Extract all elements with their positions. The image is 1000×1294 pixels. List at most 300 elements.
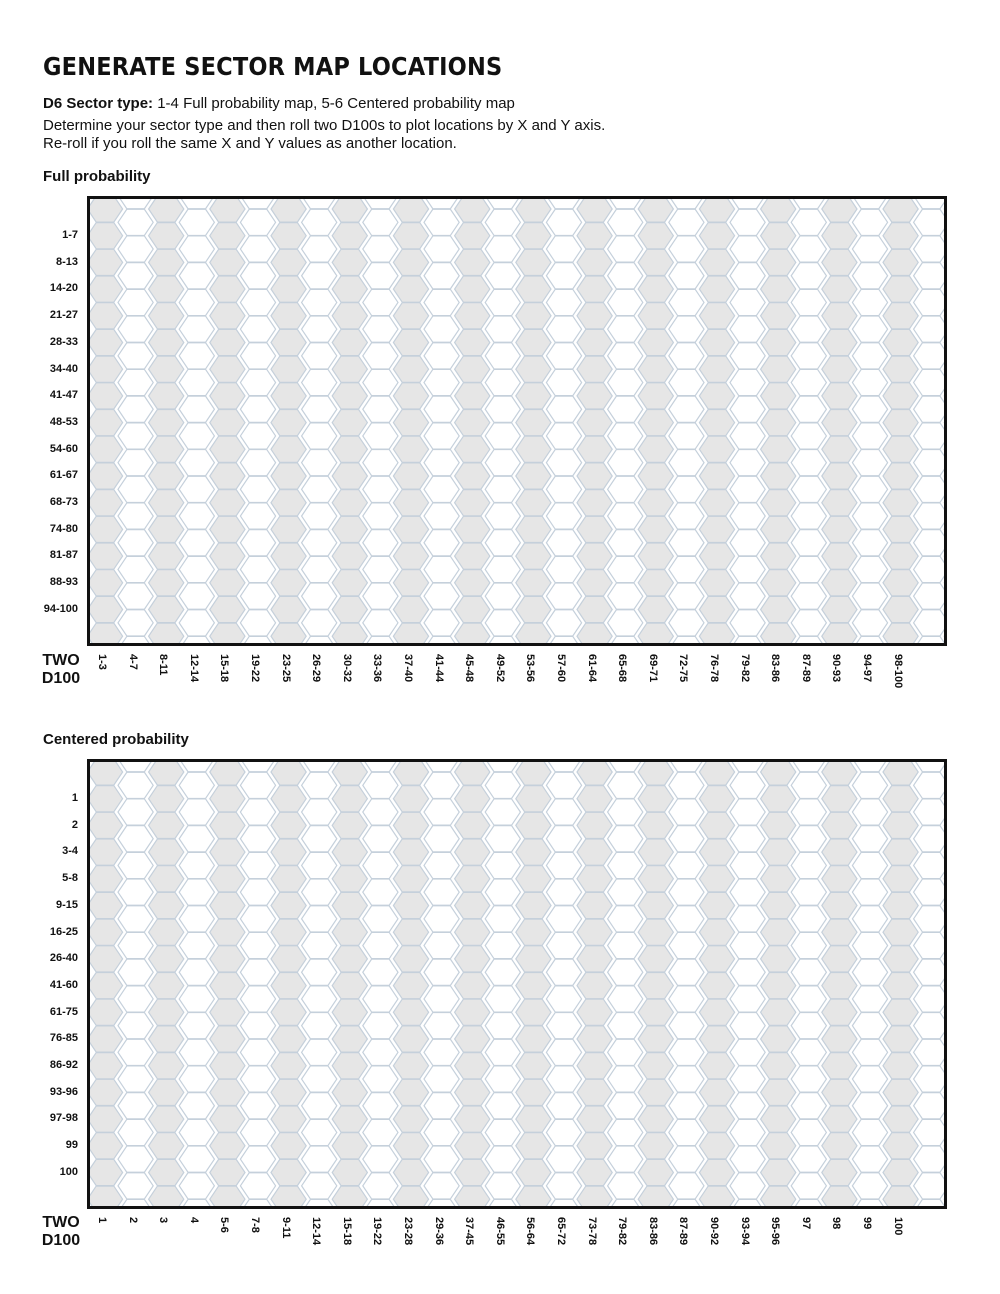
hex-cell xyxy=(240,1199,275,1209)
hex-cell xyxy=(90,543,123,569)
hex-cell xyxy=(90,623,123,646)
hex-cell xyxy=(791,636,826,646)
hex-cell xyxy=(699,1133,734,1159)
hex-cell xyxy=(791,852,826,878)
y-axis-label: 41-60 xyxy=(49,978,78,991)
hex-cell xyxy=(149,543,184,569)
hex-cell xyxy=(393,436,428,462)
y-axis-label: 14-20 xyxy=(49,282,78,295)
hex-cell xyxy=(516,570,551,596)
hex-cell xyxy=(363,1093,398,1119)
y-axis-label: 54-60 xyxy=(49,442,78,455)
hex-cell xyxy=(240,762,275,772)
hex-cell xyxy=(516,972,551,998)
hex-cell xyxy=(852,906,887,932)
hex-cell xyxy=(546,1119,581,1145)
hex-cell xyxy=(118,772,153,798)
hex-cell xyxy=(822,786,857,812)
hex-cell xyxy=(118,986,153,1012)
hex-cell xyxy=(914,423,947,449)
hex-cell xyxy=(455,1133,490,1159)
hex-cell xyxy=(791,879,826,905)
hex-cell xyxy=(363,343,398,369)
hex-cell xyxy=(485,503,520,529)
x-axis-label: 94-97 xyxy=(861,654,873,683)
hex-cell xyxy=(179,343,214,369)
hex-cell xyxy=(302,852,337,878)
hex-cell xyxy=(883,812,918,838)
hex-cell xyxy=(393,199,428,222)
hex-cell xyxy=(271,543,306,569)
hex-cell xyxy=(699,1079,734,1105)
hex-cell xyxy=(149,329,184,355)
hex-cell xyxy=(577,946,612,972)
dice-label-centered xyxy=(38,1214,84,1250)
x-axis-label: 90-93 xyxy=(830,654,843,683)
hex-cell xyxy=(516,516,551,542)
hex-cell xyxy=(699,999,734,1025)
hex-cell xyxy=(485,209,520,235)
hex-cell xyxy=(271,329,306,355)
hex-cell xyxy=(914,450,947,476)
hex-cell xyxy=(210,543,245,569)
hex-cell xyxy=(608,772,643,798)
hex-cell xyxy=(210,303,245,329)
hex-cell xyxy=(914,636,947,646)
hex-cell xyxy=(944,409,947,435)
hex-cell xyxy=(791,316,826,342)
hex-cell xyxy=(883,892,918,918)
hex-cell xyxy=(577,1053,612,1079)
hex-cell xyxy=(149,570,184,596)
hex-cell xyxy=(271,892,306,918)
hex-cell xyxy=(761,249,796,275)
hex-cell xyxy=(669,1066,704,1092)
dice-label-line1: TWO xyxy=(42,652,80,669)
hex-cell xyxy=(424,530,459,556)
x-axis-label: 5-6 xyxy=(218,1217,231,1233)
x-axis-label: 23-25 xyxy=(279,654,292,683)
hex-cell xyxy=(302,1013,337,1039)
hex-cell xyxy=(455,409,490,435)
hex-cell xyxy=(669,556,704,582)
hex-cell xyxy=(791,1199,826,1209)
hex-cell xyxy=(638,409,673,435)
hex-cell xyxy=(546,879,581,905)
hex-cell xyxy=(363,423,398,449)
dice-label-line2: D100 xyxy=(41,670,81,687)
hex-cell xyxy=(730,423,765,449)
hex-cell xyxy=(363,476,398,502)
hex-cell xyxy=(608,906,643,932)
hex-cell xyxy=(883,570,918,596)
hex-cell xyxy=(914,530,947,556)
hex-cell xyxy=(516,543,551,569)
x-axis-label: 65-68 xyxy=(616,654,629,683)
hex-cell xyxy=(393,490,428,516)
hex-cell xyxy=(363,959,398,985)
hex-cell xyxy=(393,866,428,892)
instructions-line-2: Re-roll if you roll the same X and Y values as another location. xyxy=(43,135,457,152)
hex-cell xyxy=(455,383,490,409)
x-axis-label: 12-14 xyxy=(187,654,200,683)
hex-cell xyxy=(761,276,796,302)
hex-cell xyxy=(363,396,398,422)
hex-cell xyxy=(393,329,428,355)
hex-cell xyxy=(822,383,857,409)
hex-cell xyxy=(914,826,947,852)
hex-cell xyxy=(332,812,367,838)
hex-cell xyxy=(761,383,796,409)
hex-cell xyxy=(791,799,826,825)
hex-cell xyxy=(118,852,153,878)
hex-cell xyxy=(332,972,367,998)
hex-cell xyxy=(608,1013,643,1039)
hex-cell xyxy=(852,959,887,985)
hex-cell xyxy=(332,623,367,646)
hex-cell xyxy=(516,1159,551,1185)
hex-cell xyxy=(332,786,367,812)
hex-cell xyxy=(179,1119,214,1145)
hex-cell xyxy=(914,1039,947,1065)
hex-cell xyxy=(516,1026,551,1052)
hex-cell xyxy=(485,932,520,958)
hex-cell xyxy=(638,1053,673,1079)
hex-cell xyxy=(485,556,520,582)
hex-cell xyxy=(638,199,673,222)
hex-cell xyxy=(90,596,123,622)
hex-cell xyxy=(149,1186,184,1209)
hex-cell xyxy=(118,503,153,529)
hex-cell xyxy=(638,839,673,865)
hex-cell xyxy=(302,396,337,422)
hex-cell xyxy=(179,852,214,878)
hex-cell xyxy=(210,570,245,596)
hex-cell xyxy=(577,812,612,838)
hex-cell xyxy=(883,463,918,489)
hex-cell xyxy=(883,623,918,646)
hex-cell xyxy=(455,1079,490,1105)
hex-cell xyxy=(149,1133,184,1159)
x-axis-label: 57-60 xyxy=(555,654,567,683)
hex-cell xyxy=(546,476,581,502)
hex-cell xyxy=(761,463,796,489)
hex-cell xyxy=(118,396,153,422)
hex-cell xyxy=(546,530,581,556)
hex-cell xyxy=(393,1133,428,1159)
hex-cell xyxy=(577,383,612,409)
hex-cell xyxy=(730,1093,765,1119)
y-axis-label: 1-7 xyxy=(62,229,78,241)
hex-cell xyxy=(669,530,704,556)
hex-cell xyxy=(455,490,490,516)
hex-cell xyxy=(363,636,398,646)
x-axis-label: 90-92 xyxy=(708,1217,720,1246)
hex-cell xyxy=(822,1159,857,1185)
hex-cell xyxy=(393,1026,428,1052)
hex-cell xyxy=(363,316,398,342)
hex-cell xyxy=(608,503,643,529)
hex-cell xyxy=(669,1039,704,1065)
hex-cell xyxy=(699,786,734,812)
hex-cell xyxy=(669,1013,704,1039)
hex-cell xyxy=(240,396,275,422)
y-axis-label: 41-47 xyxy=(49,389,78,402)
hex-cell xyxy=(730,369,765,395)
hex-cell xyxy=(210,463,245,489)
hex-cell xyxy=(210,866,245,892)
hex-cell xyxy=(577,463,612,489)
hex-cell xyxy=(761,892,796,918)
hex-cell xyxy=(761,1159,796,1185)
hex-cell xyxy=(699,972,734,998)
hex-cell xyxy=(393,919,428,945)
hex-cell xyxy=(424,1093,459,1119)
hex-cell xyxy=(271,596,306,622)
hex-cell xyxy=(914,1173,947,1199)
hex-cell xyxy=(240,879,275,905)
hex-cell xyxy=(90,463,123,489)
hex-cell xyxy=(944,1133,947,1159)
hex-cell xyxy=(577,516,612,542)
hex-cell xyxy=(118,1039,153,1065)
hex-cell xyxy=(577,786,612,812)
hex-cell xyxy=(90,839,123,865)
y-axis-label: 61-75 xyxy=(49,1005,78,1018)
hex-cell xyxy=(118,879,153,905)
hex-cell xyxy=(90,383,123,409)
hex-cell xyxy=(271,463,306,489)
hex-cell xyxy=(608,986,643,1012)
hex-cell xyxy=(179,1199,214,1209)
hex-cell xyxy=(485,906,520,932)
hex-cell xyxy=(546,1093,581,1119)
hex-cell xyxy=(669,610,704,636)
hex-cell xyxy=(914,343,947,369)
hex-cell xyxy=(393,812,428,838)
hex-cell xyxy=(577,1133,612,1159)
hex-cell xyxy=(699,1053,734,1079)
hex-cell xyxy=(179,1013,214,1039)
hex-cell xyxy=(485,476,520,502)
hex-cell xyxy=(944,516,947,542)
hex-cell xyxy=(302,343,337,369)
hex-cell xyxy=(118,1146,153,1172)
hex-cell xyxy=(546,1173,581,1199)
hex-cell xyxy=(822,623,857,646)
hex-cell xyxy=(791,289,826,315)
hex-cell xyxy=(485,583,520,609)
hex-cell xyxy=(577,329,612,355)
hex-cell xyxy=(638,436,673,462)
hex-cell xyxy=(669,316,704,342)
hex-cell xyxy=(944,570,947,596)
hex-cell xyxy=(699,516,734,542)
hex-cell xyxy=(485,343,520,369)
hex-cell xyxy=(302,1173,337,1199)
hex-cell xyxy=(914,396,947,422)
hex-cell xyxy=(577,623,612,646)
hex-cell xyxy=(883,1186,918,1209)
hex-cell xyxy=(546,396,581,422)
hex-cell xyxy=(210,1053,245,1079)
hex-cell xyxy=(638,1106,673,1132)
hex-cell xyxy=(271,1053,306,1079)
hex-cell xyxy=(90,1026,123,1052)
hex-cell xyxy=(516,623,551,646)
hex-cell xyxy=(240,1013,275,1039)
hex-cell xyxy=(90,1079,123,1105)
hex-cell xyxy=(822,1133,857,1159)
hex-cell xyxy=(179,503,214,529)
hex-cell xyxy=(424,959,459,985)
hex-cell xyxy=(944,999,947,1025)
hex-cell xyxy=(179,799,214,825)
hex-cell xyxy=(363,762,398,772)
hex-cell xyxy=(363,986,398,1012)
hex-cell xyxy=(393,383,428,409)
x-axis-label: 79-82 xyxy=(738,654,751,683)
hex-cell xyxy=(944,762,947,785)
hex-cell xyxy=(730,450,765,476)
hex-cell xyxy=(699,1106,734,1132)
hex-cell xyxy=(822,919,857,945)
hex-cell xyxy=(516,409,551,435)
hex-cell xyxy=(608,826,643,852)
hex-cell xyxy=(332,1133,367,1159)
x-axis-label: 53-56 xyxy=(524,654,537,683)
hex-cell xyxy=(240,1039,275,1065)
hex-cell xyxy=(822,249,857,275)
hex-cell xyxy=(883,543,918,569)
hex-cell xyxy=(149,276,184,302)
y-axis-label: 68-73 xyxy=(49,496,78,508)
hex-cell xyxy=(791,199,826,209)
hex-cell xyxy=(302,610,337,636)
hex-cell xyxy=(455,249,490,275)
hex-cell xyxy=(179,762,214,772)
hex-cell xyxy=(914,1119,947,1145)
hex-cell xyxy=(149,972,184,998)
hex-cell xyxy=(516,249,551,275)
hex-cell xyxy=(210,409,245,435)
hex-cell xyxy=(699,919,734,945)
hex-cell xyxy=(240,263,275,289)
hex-cell xyxy=(516,762,551,785)
hex-cell xyxy=(546,1039,581,1065)
hex-cell xyxy=(944,1106,947,1132)
hex-cell xyxy=(210,199,245,222)
hex-cell xyxy=(332,490,367,516)
hex-cell xyxy=(485,316,520,342)
hex-cell xyxy=(852,826,887,852)
hex-cell xyxy=(638,946,673,972)
hex-cell xyxy=(730,343,765,369)
hex-cell xyxy=(577,919,612,945)
hex-cell xyxy=(546,503,581,529)
hex-cell xyxy=(791,1066,826,1092)
hex-cell xyxy=(332,1186,367,1209)
hex-cell xyxy=(179,289,214,315)
hex-cell xyxy=(516,356,551,382)
hex-cell xyxy=(363,263,398,289)
hex-cell xyxy=(240,236,275,262)
hex-cell xyxy=(944,490,947,516)
hex-cell xyxy=(669,199,704,209)
hex-cell xyxy=(791,583,826,609)
hex-cell xyxy=(669,209,704,235)
hex-cell xyxy=(271,1133,306,1159)
hex-cell xyxy=(332,383,367,409)
hex-cell xyxy=(669,906,704,932)
hex-cell xyxy=(424,503,459,529)
hex-cell xyxy=(149,383,184,409)
hex-cell xyxy=(302,1119,337,1145)
hex-cell xyxy=(90,1106,123,1132)
hex-cell xyxy=(149,762,184,785)
hex-cell xyxy=(761,946,796,972)
hex-cell xyxy=(852,852,887,878)
hex-cell xyxy=(669,932,704,958)
hex-cell xyxy=(179,959,214,985)
hex-cell xyxy=(485,289,520,315)
x-axis-label: 8-11 xyxy=(157,654,170,676)
hex-cell xyxy=(883,762,918,785)
hex-cell xyxy=(149,199,184,222)
hex-cell xyxy=(271,276,306,302)
hex-cell xyxy=(516,329,551,355)
y-axis-label: 76-85 xyxy=(49,1032,78,1045)
y-axis-label: 16-25 xyxy=(49,925,78,938)
hex-cell xyxy=(332,839,367,865)
hex-cell xyxy=(608,1199,643,1209)
hex-cell xyxy=(485,826,520,852)
hex-cell xyxy=(546,1066,581,1092)
hex-cell xyxy=(332,1053,367,1079)
hex-cell xyxy=(240,556,275,582)
hex-cell xyxy=(546,852,581,878)
hex-cell xyxy=(424,879,459,905)
hex-cell xyxy=(210,1133,245,1159)
hex-cell xyxy=(240,450,275,476)
dice-label-line1: TWO xyxy=(42,1214,80,1231)
hex-cell xyxy=(240,209,275,235)
hex-cell xyxy=(577,1026,612,1052)
hex-cell xyxy=(822,356,857,382)
hex-cell xyxy=(424,263,459,289)
hex-cell xyxy=(822,409,857,435)
hex-cell xyxy=(883,383,918,409)
hex-cell xyxy=(944,543,947,569)
y-axis-label: 5-8 xyxy=(62,872,78,885)
hex-cell xyxy=(90,1133,123,1159)
hex-cell xyxy=(914,772,947,798)
hex-cell xyxy=(669,772,704,798)
hex-cell xyxy=(485,1039,520,1065)
hex-cell xyxy=(485,236,520,262)
hex-cell xyxy=(149,516,184,542)
hex-cell xyxy=(485,610,520,636)
hex-cell xyxy=(699,1026,734,1052)
hex-cell xyxy=(883,1026,918,1052)
hex-cell xyxy=(608,1066,643,1092)
hex-cell xyxy=(638,303,673,329)
hex-cell xyxy=(699,866,734,892)
hex-cell xyxy=(699,463,734,489)
hex-cell xyxy=(638,1079,673,1105)
hex-cell xyxy=(852,236,887,262)
hex-cell xyxy=(822,866,857,892)
